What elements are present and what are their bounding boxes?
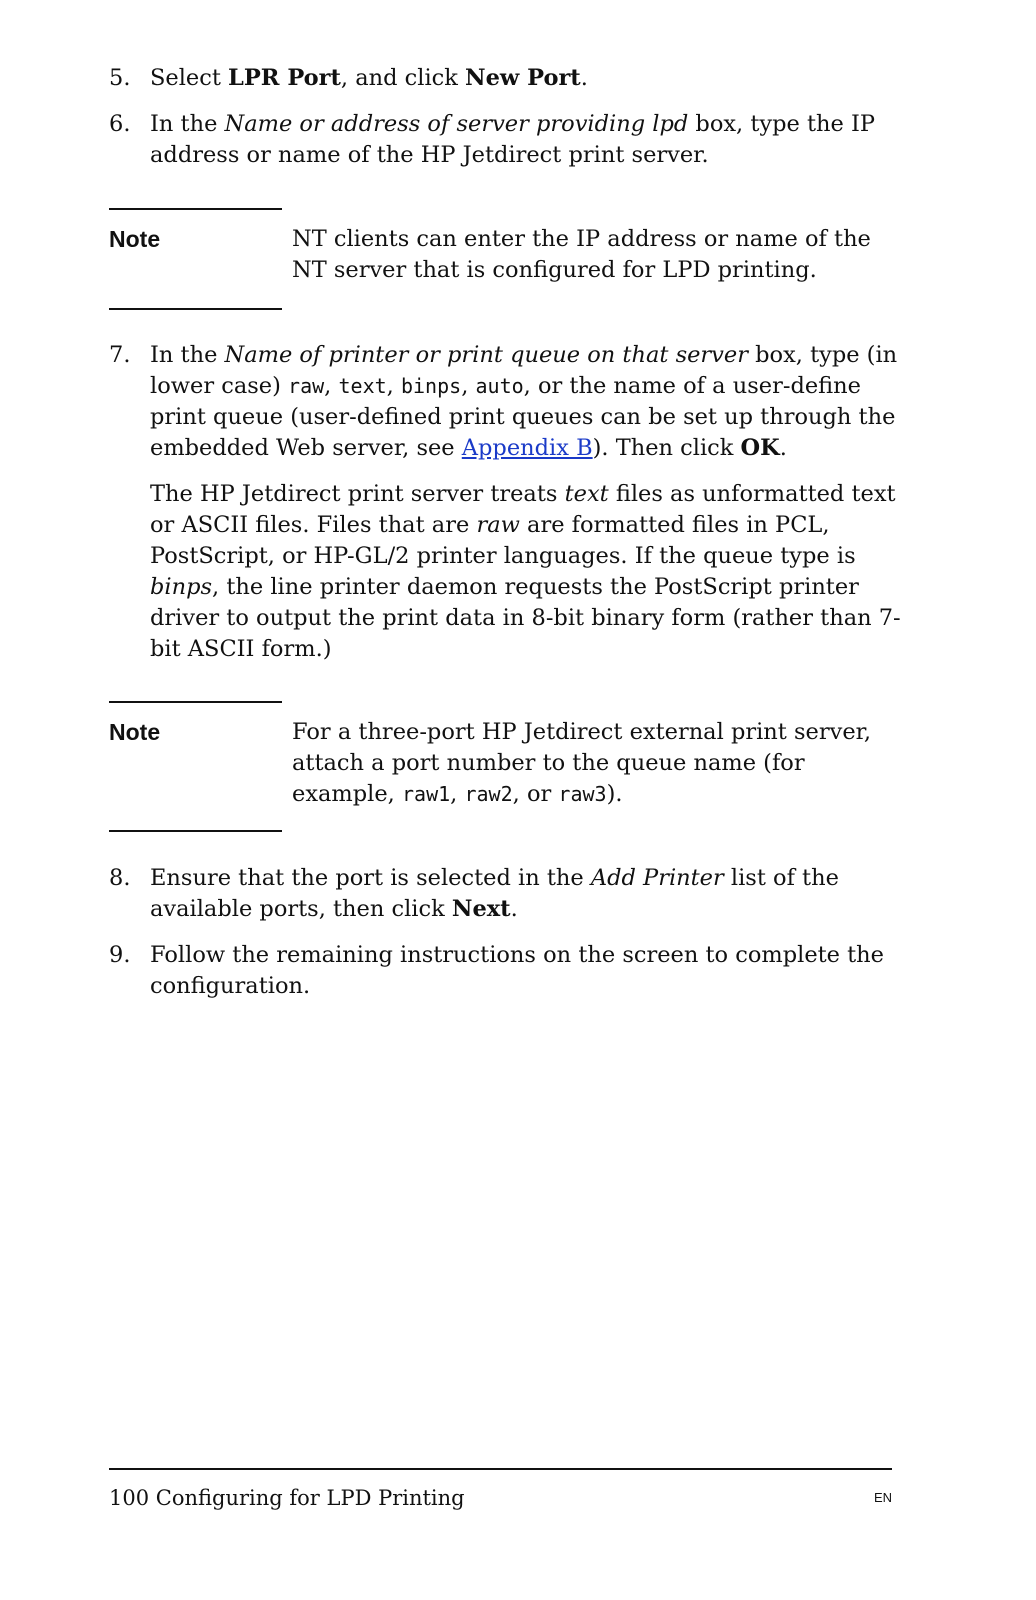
note-label: Note: [109, 226, 161, 252]
note-rule-top: [109, 208, 282, 210]
note-rule-top: [109, 701, 282, 703]
note-label: Note: [109, 719, 161, 745]
step-number: 8.: [109, 865, 131, 891]
code-raw1: raw1: [401, 782, 451, 806]
code-binps: binps: [400, 374, 462, 398]
step-text: In the Name of printer or print queue on that server box, type (in lower case) raw, text, binps, auto, or the name of a user-define print queue (user-defined print queues can be set up through the embedded Web server, see Appendix B). Then click OK.: [150, 342, 898, 461]
step-number: 6.: [109, 111, 131, 137]
step-text: Select LPR Port, and click New Port.: [150, 65, 588, 91]
step-text: Follow the remaining instructions on the screen to complete the configuration.: [150, 942, 884, 999]
note-rule-bottom: [109, 308, 282, 310]
code-raw2: raw2: [464, 782, 513, 806]
step-6: [109, 109, 909, 171]
step-7: [109, 340, 909, 665]
code-raw3: raw3: [558, 782, 607, 806]
footer-language: EN: [873, 1490, 892, 1505]
footer-page-title: 100 Configuring for LPD Printing: [109, 1486, 465, 1510]
step-paragraph: The HP Jetdirect print server treats text files as unformatted text or ASCII files. Files that are raw are formatted files in PCL, PostScript, or HP-GL/2 printer languages. If the queue type is binps, the line printer daemon requests the PostScript printer driver to output the print data in 8-bit binary form (rather than 7-bit ASCII form.): [150, 481, 901, 662]
note-text: NT clients can enter the IP address or name of the NT server that is configured for LPD printing.: [292, 226, 871, 283]
step-text: In the Name or address of server providing lpd box, type the IP address or name of the HP Jetdirect print server.: [150, 111, 876, 168]
step-text: Ensure that the port is selected in the Add Printer list of the available ports, then click Next.: [150, 865, 839, 922]
note-text: For a three-port HP Jetdirect external print server, attach a port number to the queue name (for example, raw1, raw2, or raw3).: [292, 719, 872, 807]
note-rule-bottom: [109, 830, 282, 832]
step-number: 5.: [109, 65, 131, 91]
step-9: [109, 940, 909, 1002]
appendix-b-link[interactable]: Appendix B: [461, 435, 593, 461]
code-text: text: [338, 374, 387, 398]
step-8: [109, 863, 909, 925]
step-number: 9.: [109, 942, 131, 968]
step-number: 7.: [109, 342, 131, 368]
step-5: [109, 63, 909, 94]
code-auto: auto: [475, 374, 524, 398]
footer-rule: [109, 1468, 892, 1470]
code-raw: raw: [288, 374, 325, 398]
